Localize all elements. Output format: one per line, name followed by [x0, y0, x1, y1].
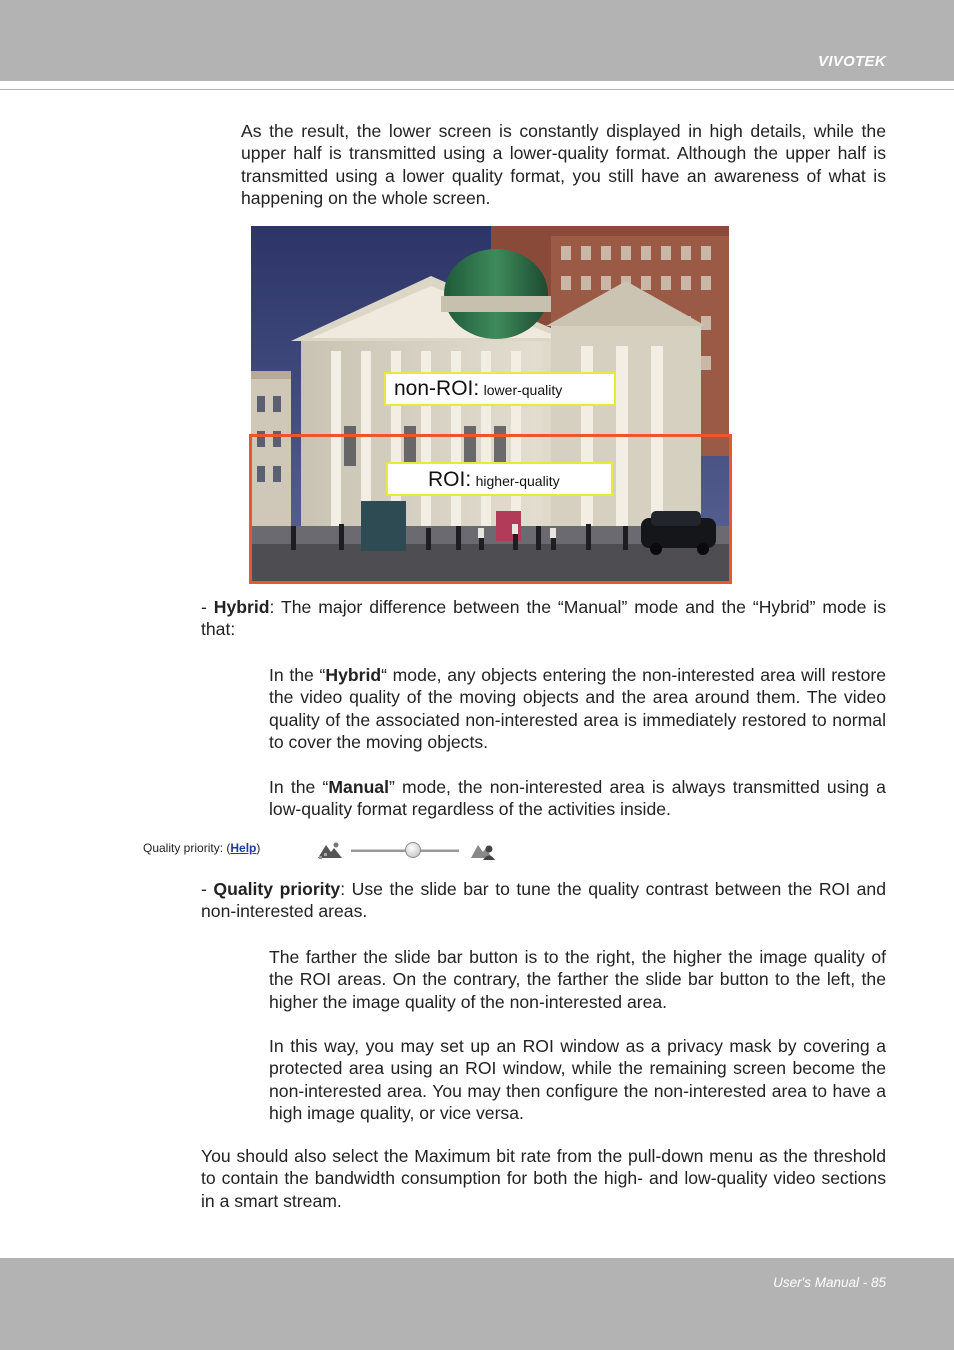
quality-priority-control [143, 838, 503, 862]
non-roi-label [384, 372, 616, 406]
roi-region-frame [249, 434, 732, 584]
non-roi-label-quality: lower-quality [483, 382, 563, 398]
hybrid-lead-text: : The major difference between the “Manual” mode and the “Hybrid” mode is that: [201, 597, 886, 640]
quality-priority-bullet [201, 878, 886, 923]
hybrid-p1-term: Hybrid [325, 665, 382, 685]
hybrid-p2-pre: In the “ [269, 777, 329, 797]
intro-paragraph: As the result, the lower screen is constantly displayed in high details, while the upper half is transmitted using a lower-quality format. Although the upper half is transmitted using a lower quality format, you still have an awareness of what is happening on the whole screen. [241, 121, 886, 209]
quality-priority-label-close: ) [256, 841, 261, 855]
hybrid-term: Hybrid [213, 597, 270, 617]
slider-direction-paragraph: The farther the slide bar button is to the right, the higher the image quality of the ROI areas. On the contrary, the farther the slide bar button to the left, the higher the image quality of the non-interested area. [269, 947, 886, 1012]
page-header [0, 0, 954, 81]
quality-lead-text: : Use the slide bar to tune the quality contrast between the ROI and non-interested areas. [201, 879, 887, 922]
quality-term: Quality priority [213, 879, 341, 899]
brand-name: VIVOTEK [818, 53, 886, 70]
low-quality-landscape-icon[interactable] [317, 839, 343, 861]
help-link[interactable]: Help [230, 841, 257, 855]
roi-label [386, 462, 613, 496]
page-number: User's Manual - 85 [773, 1275, 886, 1290]
quality-slider-thumb[interactable] [405, 842, 421, 858]
page-footer [0, 1258, 954, 1350]
hybrid-p1-pre: In the “ [269, 665, 326, 685]
roi-label-title: ROI: [428, 468, 472, 491]
quality-lead [201, 878, 886, 923]
quality-priority-label-text: Quality priority: ( [143, 841, 231, 855]
hybrid-lead [201, 596, 886, 641]
hybrid-mode-paragraph [269, 664, 886, 754]
non-roi-label-title: non-ROI: [394, 377, 480, 400]
header-rule [0, 89, 954, 90]
roi-label-quality: higher-quality [475, 473, 560, 489]
quality-priority-label [143, 841, 260, 855]
hybrid-p2-term: Manual [328, 777, 389, 797]
closing-paragraph: You should also select the Maximum bit rate from the pull-down menu as the threshold to contain the bandwidth consumption for both the high- and low-quality video sections in a smart stream. [201, 1146, 886, 1211]
privacy-mask-paragraph: In this way, you may set up an ROI window as a privacy mask by covering a protected area using an ROI window, while the remaining screen become the non-interested area. You may then configure the non-interested area to have a high image quality, or vice versa. [269, 1036, 886, 1124]
manual-mode-paragraph [269, 776, 886, 821]
hybrid-bullet [201, 596, 886, 641]
hybrid-p1-post: “ mode, any objects entering the non-interested area will restore the video quality of the moving objects and the area around them. The video quality of the associated non-interested area is immediately restored to normal to cover the moving objects. [269, 665, 886, 753]
hybrid-dash: - [201, 597, 214, 617]
quality-dash: - [201, 879, 214, 899]
hybrid-p2-post: ” mode, the non-interested area is always transmitted using a low-quality format regardless of the activities inside. [269, 777, 886, 820]
high-quality-person-icon[interactable] [470, 839, 496, 861]
